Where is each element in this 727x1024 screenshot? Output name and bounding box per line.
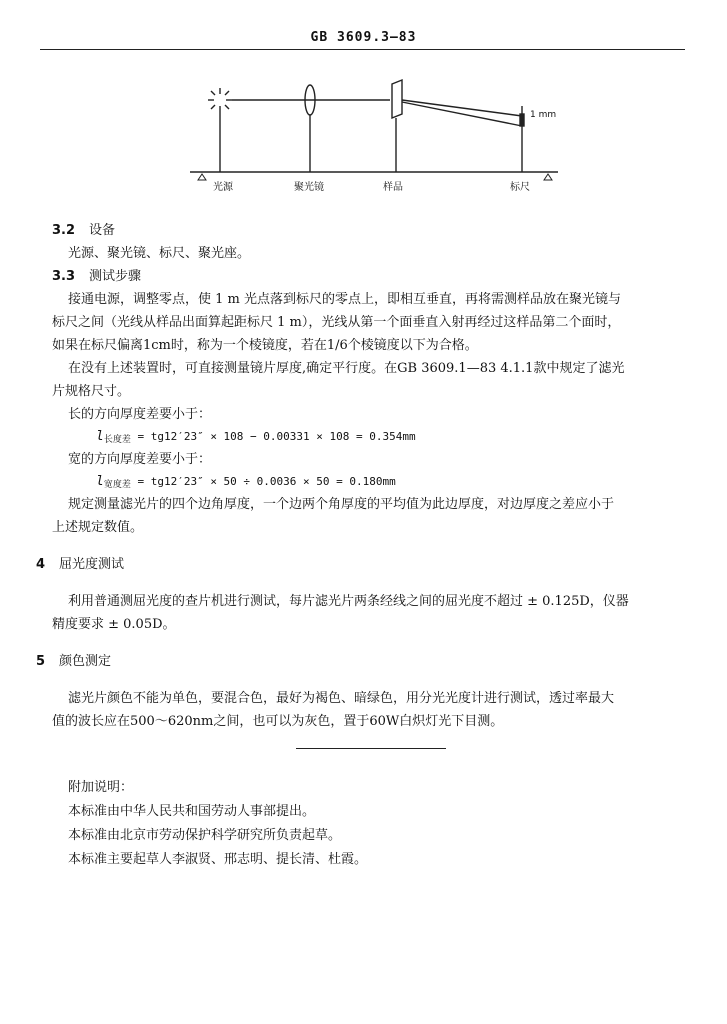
paragraph-line: 如果在标尺偏离1cm时，称为一个棱镜度，若在1/6个棱镜度以下为合格。: [52, 338, 478, 353]
paragraph-line: 值的波长应在500～620nm之间，也可以为灰色，置于60W白炽灯光下目测。: [52, 714, 504, 729]
end-rule: [296, 748, 446, 749]
light-source-label: 光源: [213, 182, 233, 193]
standard-number: GB 3609.3—83: [310, 30, 417, 45]
sample-icon: [392, 80, 402, 118]
optical-bench-figure: [180, 70, 570, 189]
paragraph-line: 接通电源，调整零点，使 1 m 光点落到标尺的零点上，即相互垂直，再将需测样品放在聚光镜与: [68, 292, 621, 307]
paragraph-line: 滤光片颜色不能为单色，要混合色，最好为褐色、暗绿色，用分光光度计进行测试，透过率最大: [68, 691, 615, 706]
section-3-2-body: 光源、聚光镜、标尺、聚光座。: [68, 246, 251, 261]
paragraph-line: 片规格尺寸。: [52, 384, 131, 399]
one-mm-label: 1 mm: [530, 110, 557, 120]
paragraph-line: 规定测量滤光片的四个边角厚度，一个边两个角厚度的平均值为此边厚度，对边厚度之差应小于: [68, 497, 615, 512]
optical-bench-diagram: [180, 70, 570, 185]
paragraph-line: 宽的方向厚度差要小于：: [68, 452, 212, 467]
formula-long: $l_{长度差} = tg12'23'' \times 108 - 0.00331 \times 108 = 0.354mm$: [96, 429, 416, 445]
header-rule: [40, 49, 685, 50]
paragraph-line: 标尺之间（光线从样品出面算起距标尺 1 m），光线从第一个面垂直入射再经过这样品第二个面时，: [52, 315, 621, 330]
scale-label: 标尺: [510, 182, 530, 193]
notes-line: 本标准由中华人民共和国劳动人事部提出。: [68, 804, 316, 819]
light-source-icon: [208, 88, 232, 112]
section-4-heading: 4 屈光度测试: [36, 557, 125, 572]
paragraph-line: 在没有上述装置时，可直接测量镜片厚度,确定平行度。在GB 3609.1—83 4.1.1款中规定了滤光: [68, 361, 625, 376]
notes-line: 本标准主要起草人李淑贤、邢志明、提长清、杜霞。: [68, 852, 368, 867]
section-3-3-heading: 3.3 测试步骤: [52, 269, 142, 284]
paragraph-line: 利用普通测屈光度的查片机进行测试，每片滤光片两条经线之间的屈光度不超过 ± 0.125D，仪器: [68, 594, 629, 609]
section-3-2-heading: 3.2 设备: [52, 223, 116, 238]
paragraph-line: 精度要求 ± 0.05D。: [52, 617, 176, 632]
lens-label: 聚光镜: [294, 182, 324, 193]
section-5-heading: 5 颜色测定: [36, 654, 112, 669]
paragraph-line: 长的方向厚度差要小于：: [68, 407, 212, 422]
sample-label: 样品: [383, 182, 403, 193]
notes-line: 本标准由北京市劳动保护科学研究所负责起草。: [68, 828, 342, 843]
paragraph-line: 上述规定数值。: [52, 520, 144, 535]
notes-title: 附加说明：: [68, 780, 134, 795]
formula-wide: $l_{宽度差} = tg12'23'' \times 50 \div 0.0036 \times 50 = 0.180mm$: [96, 474, 396, 490]
